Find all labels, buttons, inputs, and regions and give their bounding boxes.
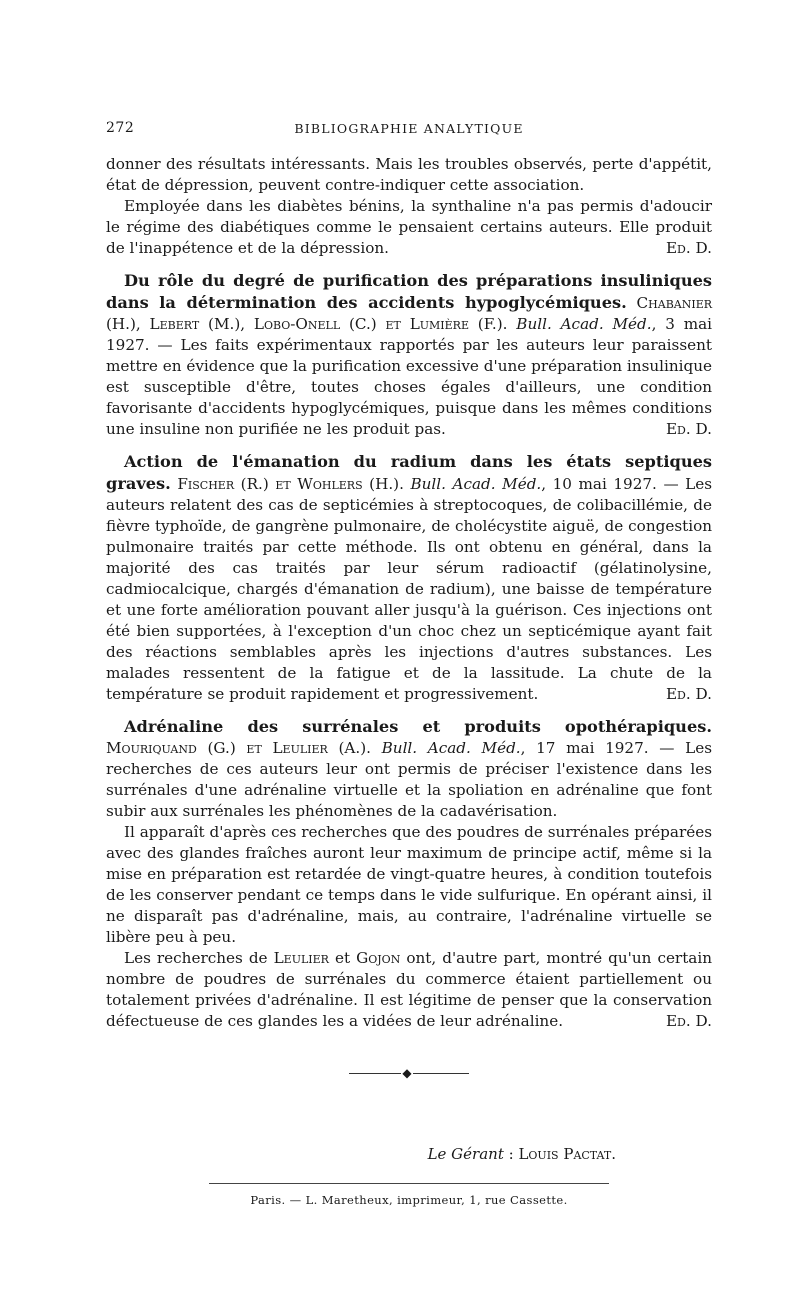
printer-imprint: Paris. — L. Maretheux, imprimeur, 1, rue Cassette. bbox=[250, 1193, 568, 1207]
gerant-label: Le Gérant bbox=[427, 1145, 504, 1163]
intro-section bbox=[106, 154, 712, 259]
article-2-journal: Bull. Acad. Méd. bbox=[410, 475, 542, 493]
article-1-authors: Chabanier (H.), Lebert (M.), Lobo-Onell (C.) et Lumière (F.). bbox=[106, 294, 713, 333]
article-2-date: 10 mai 1927. bbox=[552, 475, 657, 493]
article-3-text-1: Adrénaline des surrénales et produits opothérapiques. Mouriquand (G.) et Leulier (A.). Bull. Acad. Méd., 17 mai 1927. — Les recherches de ces auteurs leur ont permis de préciser l'existence dans les surrénales d'une adrénaline virtuelle et la spoliation en adrénaline que font subir aux surrénales les phénomènes de la cadavérisation. bbox=[106, 717, 712, 820]
article-3-p3-start: Les recherches de bbox=[124, 949, 274, 967]
article-2-title: Action de l'émanation du radium dans les états septiques graves. bbox=[106, 452, 712, 493]
running-title: BIBLIOGRAPHIE ANALYTIQUE bbox=[294, 121, 524, 136]
article-1-journal: Bull. Acad. Méd. bbox=[516, 315, 652, 333]
article-1-title: Du rôle du degré de purification des préparations insuliniques dans la détermination des accidents hypoglycémiques. bbox=[106, 271, 712, 312]
article-1-date: 3 mai 1927. bbox=[106, 315, 713, 354]
section-separator bbox=[349, 1066, 469, 1080]
intro-paragraph-1: donner des résultats intéressants. Mais les troubles observés, perte d'appétit, état de dépression, peuvent contre-indiquer cette association. bbox=[106, 155, 712, 194]
article-1-signature: Ed. D. bbox=[665, 420, 712, 438]
article-2-text: Action de l'émanation du radium dans les états septiques graves. Fischer (R.) et Wohlers (H.). Bull. Acad. Méd., 10 mai 1927. — Les auteurs relatent des cas de septicémies à streptocoques, de colibacillémie, de fièvre typhoïde, de gangrène pulmonaire, de cholécystite aiguë, de congestion pulmonaire traités par cette méthode. Ils ont obtenu en général, dans la majorité des cas traités par leur sérum radioactif (gélatinolysine, cadmiocalcique, chargés d'émanation de radium), une baisse de température et une forte amélioration pouvant aller jusqu'à la guérison. Ces injections ont été bien supportées, à l'exception d'un choc chez un septicémique ayant fait des réactions semblables après les injections d'autres substances. Les malades ressentent de la fatigue et de la lassitude. La chute de la température se produit rapidement et progressivement. Ed. D. bbox=[106, 452, 713, 703]
page-header bbox=[106, 118, 712, 140]
intro-paragraph-2 bbox=[106, 196, 712, 259]
article-3-text-3 bbox=[106, 948, 712, 1032]
article-3-body-1: — Les recherches de ces auteurs leur ont permis de préciser l'existence dans les surrénales d'une adrénaline virtuelle et la spoliation en adrénaline que font subir aux surrénales les phénomènes de la cadavérisation. bbox=[106, 739, 712, 820]
diamond-ornament-icon: ◆ bbox=[402, 1066, 412, 1080]
article-3-authors: Mouriquand (G.) et Leulier (A.). bbox=[106, 739, 371, 757]
document-page bbox=[106, 118, 712, 1211]
gerant-line bbox=[106, 1144, 712, 1165]
intro-signature: Ed. D. bbox=[665, 239, 712, 257]
article-2-body: — Les auteurs relatent des cas de septicémies à streptocoques, de colibacillémie, de fièvre typhoïde, de gangrène pulmonaire, de cholécystite aiguë, de congestion pulmonaire traités par cette méthode. Ils ont obtenu en général, dans la majorité des cas traités par leur sérum radioactif (gélatinolysine, cadmiocalcique, chargés d'émanation de radium), une baisse de température et une forte amélioration pouvant aller jusqu'à la guérison. Ces injections ont été bien supportées, à l'exception d'un choc chez un septicémique ayant fait des réactions semblables après les injections d'autres substances. Les malades ressentent de la fatigue et de la lassitude. La chute de la température se produit rapidement et progressivement. bbox=[106, 475, 713, 703]
article-3-p3-name1: Leulier bbox=[273, 949, 329, 967]
article-1 bbox=[106, 270, 712, 440]
article-3-journal: Bull. Acad. Méd. bbox=[381, 739, 521, 757]
intro-paragraph-2-text: Employée dans les diabètes bénins, la synthaline n'a pas permis d'adoucir le régime des diabétiques comme le pensaient certains auteurs. Elle produit de l'inappétence et de la dépression. bbox=[106, 197, 712, 257]
footer-rule bbox=[209, 1183, 609, 1184]
article-3-date: 17 mai 1927. bbox=[536, 739, 649, 757]
article-3-text-2: Il apparaît d'après ces recherches que des poudres de surrénales préparées avec des glandes fraîches auront leur maximum de principe actif, même si la mise en préparation est retardée de vingt-quatre heures, à condition toutefois de les conserver pendant ce temps dans le vide sulfurique. En opérant ainsi, il ne disparaît pas d'adrénaline, mais, au contraire, l'adrénaline virtuelle se libère peu à peu. bbox=[106, 823, 712, 946]
page-number: 272 bbox=[106, 120, 135, 136]
article-2 bbox=[106, 451, 712, 705]
article-1-body: — Les faits expérimentaux rapportés par les auteurs leur paraissent mettre en évidence que la purification excessive d'une préparation insulinique est susceptible d'être, toutes choses égales d'ailleurs, une condition favorisante d'accidents hypoglycémiques, puisque dans les mêmes conditions une insuline non purifiée ne les produit pas. bbox=[106, 336, 712, 438]
article-2-signature: Ed. D. bbox=[665, 685, 712, 703]
gerant-name: Louis Pactat. bbox=[518, 1145, 616, 1163]
article-3-title: Adrénaline des surrénales et produits opothérapiques. bbox=[124, 717, 712, 736]
gerant-separator: : bbox=[503, 1145, 519, 1163]
article-3-p3-end: ont, d'autre part, montré qu'un certain nombre de poudres de surrénales du commerce étaient partiellement ou totalement privées d'adrénaline. Il est légitime de penser que la conservation défectueuse de ces glandes les a vidées de leur adrénaline. bbox=[106, 949, 712, 1030]
article-3-p3-name2: Gojon bbox=[356, 949, 401, 967]
article-3-p3-mid: et bbox=[328, 949, 357, 967]
article-1-text: Du rôle du degré de purification des préparations insuliniques dans la détermination des accidents hypoglycémiques. Chabanier (H.), Lebert (M.), Lobo-Onell (C.) et Lumière (F.). Bull. Acad. Méd., 3 mai 1927. — Les faits expérimentaux rapportés par les auteurs leur paraissent mettre en évidence que la purification excessive d'une préparation insulinique est susceptible d'être, toutes choses égales d'ailleurs, une condition favorisante d'accidents hypoglycémiques, puisque dans les mêmes conditions une insuline non purifiée ne les produit pas. Ed. D. bbox=[106, 271, 713, 438]
article-3-signature: Ed. D. bbox=[665, 1012, 712, 1030]
article-3 bbox=[106, 716, 712, 1032]
article-2-authors: Fischer (R.) et Wohlers (H.). bbox=[177, 475, 404, 493]
